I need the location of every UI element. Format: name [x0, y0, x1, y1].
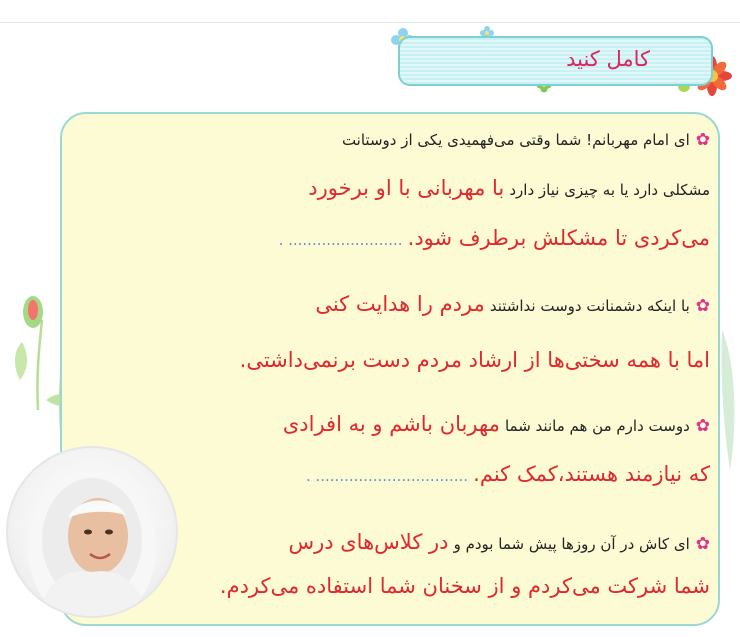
item-1-line-2: [308, 176, 710, 200]
item-1-line-3: [279, 226, 710, 250]
item-1-answer-part-2: می‌کردی تا مشکلش برطرف شود.: [407, 226, 710, 250]
item-3-prompt: دوست دارم من هم مانند شما: [504, 417, 690, 435]
item-2-line-2: [240, 348, 710, 372]
flower-bullet-icon: ✿: [695, 130, 710, 150]
item-3-blank-dots: ................................ .: [305, 467, 469, 485]
item-4-line-1: [288, 530, 710, 554]
item-3-answer-part-1: مهربان باشم و به افرادی: [282, 412, 500, 436]
flower-bullet-icon: ✿: [695, 534, 710, 554]
girl-portrait-image: [6, 446, 178, 618]
item-1-line-1: [342, 130, 710, 150]
right-leaf-icon: [721, 330, 734, 470]
item-2-answer-part-1: مردم را هدایت کنی: [315, 292, 485, 316]
item-4-line-2: [220, 574, 710, 598]
girl-portrait-icon: [8, 448, 176, 616]
item-3-line-2: [306, 462, 710, 486]
header-title: کامل کنید: [566, 47, 650, 71]
item-1-answer-part-1: با مهربانی با او برخورد: [308, 176, 505, 200]
item-1-blank-dots: ........................ .: [278, 231, 403, 249]
item-2-answer-part-2: اما با همه سختی‌ها از ارشاد مردم دست برنمی‌داشتی.: [239, 348, 710, 372]
item-2-line-1: [315, 292, 710, 316]
item-4-prompt: ای کاش در آن روزها پیش شما بودم و: [453, 535, 690, 553]
item-3-answer-part-2: که نیازمند هستند،کمک کنم.: [473, 462, 710, 486]
flower-bullet-icon: ✿: [695, 416, 710, 436]
item-4-answer-part-1: در کلاس‌های درس: [288, 530, 449, 554]
leaf-icon: [15, 342, 27, 380]
flower-bullet-icon: ✿: [695, 296, 710, 316]
item-2-prompt: با اینکه دشمنانت دوست نداشتند: [489, 297, 690, 315]
item-1-prompt-part-1: ای امام مهربانم! شما وقتی می‌فهمیدی یکی از دوستانت: [341, 131, 690, 149]
item-4-answer-part-2: شما شرکت می‌کردم و از سخنان شما استفاده می‌کردم.: [219, 574, 710, 598]
item-3-line-1: [283, 412, 710, 436]
small-bud-icon: [23, 296, 43, 328]
item-1-prompt-part-2: مشکلی دارد یا به چیزی نیاز دارد: [509, 181, 710, 199]
